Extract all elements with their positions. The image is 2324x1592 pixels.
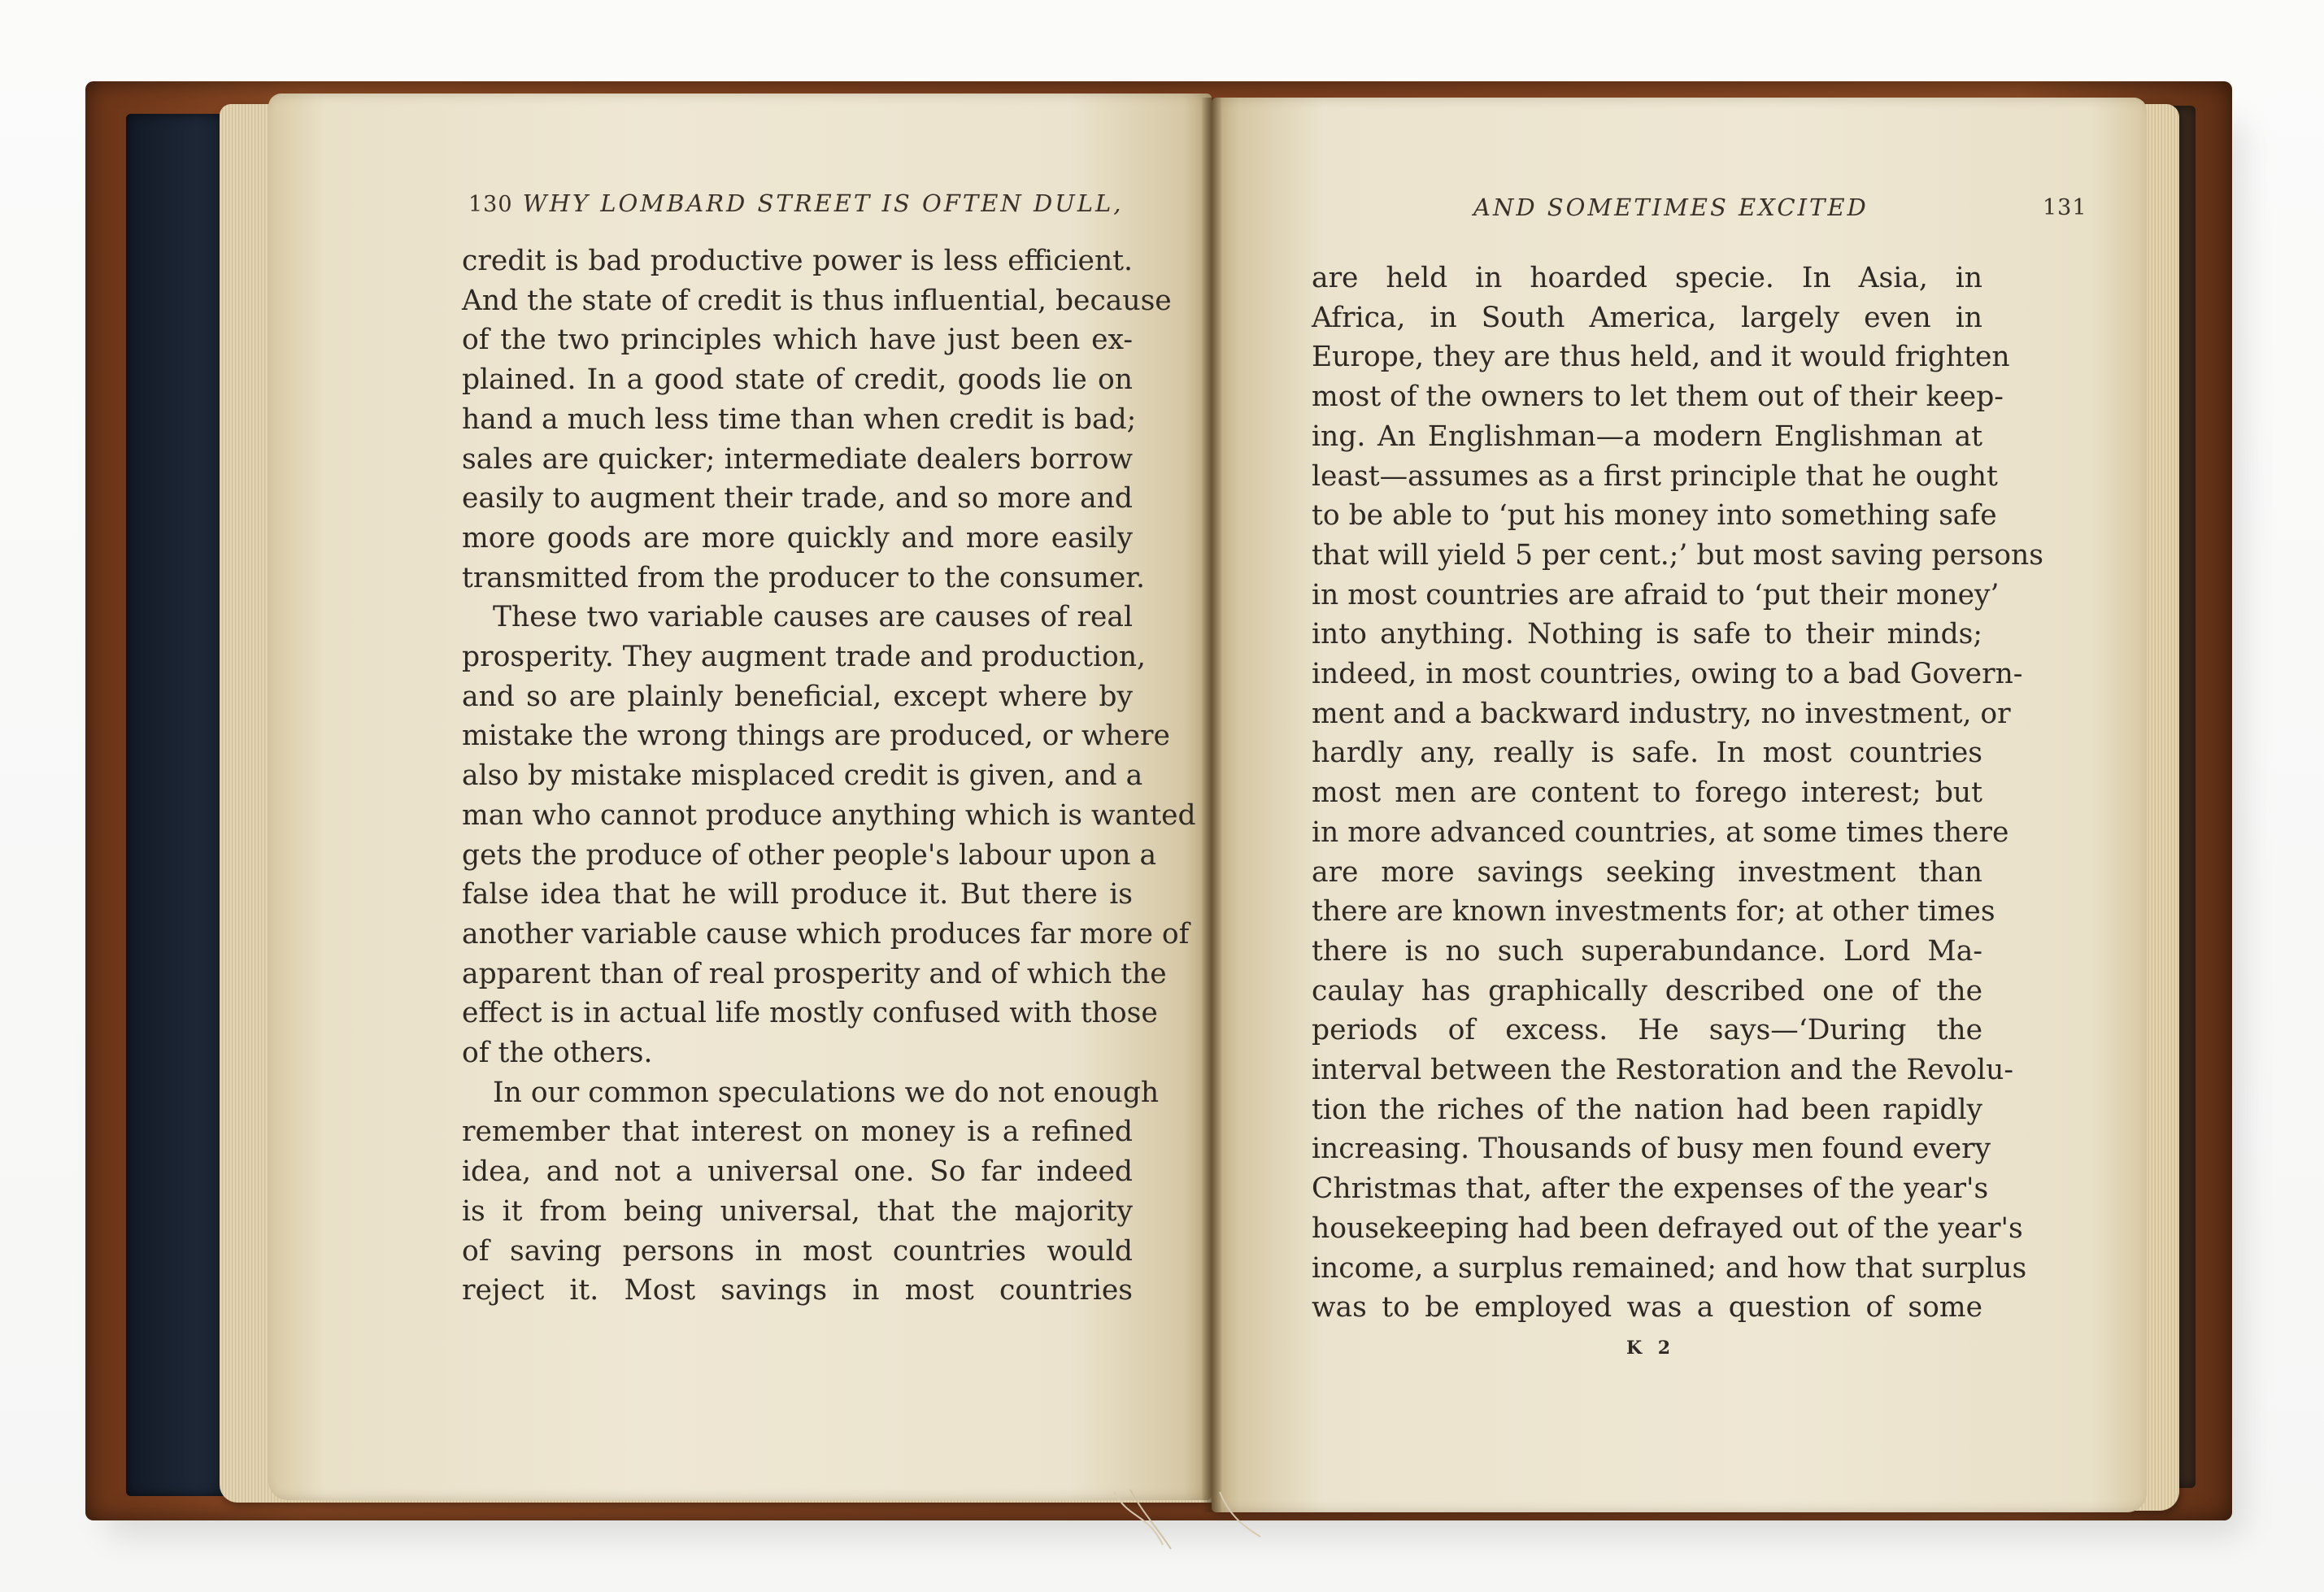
right-running-head — [1473, 194, 2087, 221]
text-line: increasing. Thousands of busy men found every — [1312, 1133, 1991, 1166]
left-running-head-text: WHY LOMBARD STREET IS OFTEN DULL, — [522, 189, 1124, 217]
book-gutter — [1202, 98, 1221, 1512]
text-line: housekeeping had been defrayed out of the year's — [1312, 1211, 2023, 1245]
text-line: hand a much less time than when credit is bad; — [462, 402, 1137, 436]
text-line: periods of excess. He says—‘During the — [1312, 1014, 1982, 1047]
left-page — [268, 94, 1212, 1500]
text-line: remember that interest on money is a refined — [462, 1116, 1133, 1149]
right-folio: 131 — [2043, 195, 2087, 220]
text-line: and so are plainly beneficial, except where by — [462, 680, 1133, 713]
left-running-head — [468, 189, 1123, 217]
text-line: that will yield 5 per cent.;’ but most saving persons — [1312, 538, 2043, 572]
text-line: interval between the Restoration and the Revolu- — [1312, 1054, 2013, 1087]
text-line: ing. An Englishman—a modern Englishman at — [1312, 420, 1982, 453]
text-line: effect is in actual life mostly confused with those — [462, 997, 1158, 1030]
right-body-text — [1312, 259, 2043, 1328]
text-line: are held in hoarded specie. In Asia, in — [1312, 262, 1982, 294]
text-line: plained. In a good state of credit, goods lie on — [462, 363, 1133, 397]
left-folio: 130 — [468, 192, 513, 217]
text-line: prosperity. They augment trade and production, — [462, 641, 1147, 674]
text-line: into anything. Nothing is safe to their minds; — [1312, 618, 1982, 651]
text-line: is it from being universal, that the majority — [462, 1194, 1133, 1228]
loose-thread — [1098, 1488, 1285, 1553]
text-line: there is no such superabundance. Lord Ma- — [1312, 934, 1982, 968]
text-line: indeed, in most countries, owing to a bad Govern- — [1312, 658, 2023, 691]
text-line: easily to augment their trade, and so more and — [462, 482, 1133, 515]
text-line: credit is bad productive power is less efficient. — [462, 245, 1133, 277]
text-line: sales are quicker; intermediate dealers borrow — [462, 442, 1133, 476]
text-line: Christmas that, after the expenses of the year's — [1312, 1172, 1989, 1206]
text-line: another variable cause which produces far more of — [462, 917, 1190, 950]
text-line: of the others. — [462, 1037, 653, 1070]
text-line: man who cannot produce anything which is wanted — [462, 798, 1196, 832]
text-line: hardly any, really is safe. In most countries — [1312, 737, 1982, 770]
text-line: least—assumes as a first principle that he ought — [1312, 459, 1998, 493]
text-line: in most countries are afraid to ‘put their money’ — [1312, 578, 2000, 611]
text-line: of saving persons in most countries would — [462, 1234, 1133, 1268]
text-line: These two variable causes are causes of real — [493, 601, 1133, 634]
text-line: tion the riches of the nation had been rapidly — [1312, 1093, 1982, 1126]
left-body-text — [462, 241, 1196, 1311]
text-line: in more advanced countries, at some times there — [1312, 816, 2009, 849]
text-line: was to be employed was a question of some — [1312, 1291, 1982, 1324]
text-line: most men are content to forego interest; but — [1312, 776, 1982, 810]
right-page — [1212, 98, 2147, 1512]
text-line: ment and a backward industry, no investment, or — [1312, 697, 2011, 730]
text-line: transmitted from the producer to the consumer. — [462, 561, 1145, 594]
text-line: Europe, they are thus held, and it would frighten — [1312, 341, 2010, 374]
text-line: And the state of credit is thus influential, because — [462, 284, 1172, 317]
text-line: of the two principles which have just been ex- — [462, 324, 1133, 357]
text-line: are more savings seeking investment than — [1312, 855, 1982, 889]
text-line: income, a surplus remained; and how that surplus — [1312, 1251, 2027, 1285]
text-line: Africa, in South America, largely even in — [1312, 301, 1982, 334]
text-line: false idea that he will produce it. But there is — [462, 878, 1133, 911]
text-line: mistake the wrong things are produced, or where — [462, 720, 1170, 753]
signature-mark: K 2 — [1626, 1338, 1676, 1359]
text-line: reject it. Most savings in most countries — [462, 1274, 1133, 1307]
text-line: idea, and not a universal one. So far indeed — [462, 1155, 1133, 1189]
text-line: most of the owners to let them out of their keep- — [1312, 381, 2004, 414]
text-line: apparent than of real prosperity and of which the — [462, 957, 1167, 990]
text-line: more goods are more quickly and more easily — [462, 521, 1133, 555]
text-line: gets the produce of other people's labour upon a — [462, 838, 1157, 872]
text-line: also by mistake misplaced credit is given, and a — [462, 759, 1143, 793]
text-line: In our common speculations we do not enough — [493, 1076, 1160, 1109]
text-line: there are known investments for; at other times — [1312, 895, 1995, 929]
text-line: caulay has graphically described one of the — [1312, 974, 1982, 1007]
text-line: to be able to ‘put his money into something safe — [1312, 499, 1997, 533]
right-running-head-text: AND SOMETIMES EXCITED — [1473, 194, 1869, 221]
